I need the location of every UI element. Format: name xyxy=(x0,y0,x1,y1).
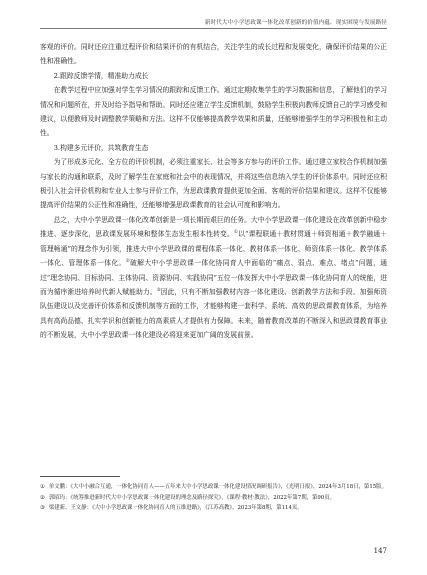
main-body xyxy=(40,40,387,343)
section-heading-3: 3.构建多元评价，共筑教育生态 xyxy=(53,143,149,152)
paragraph-4-part-a: 总之，大中小学思政课一体化改革创新是一项长期而艰巨的任务。大中小学思政课一体化建设在改革创新中稳步推进、逐步深化，思政课发展环境和整体生态发生根本性转变。 xyxy=(40,215,387,239)
footnote-2 xyxy=(40,493,387,504)
footnote-ref-2[interactable]: ② xyxy=(125,259,130,265)
footnote-3-text: 梁建新、王文静：《大中小学思政课一体化协同育人的五维进路》，《江苏高教》，2023年第8期，第114页。 xyxy=(48,505,303,512)
footnote-3-number: ③ xyxy=(40,505,45,512)
footnote-2-text: 郭昭玙：《统筹推进新时代大中小学思政课一体化建设的理念及路径探究》，《课程·教材·教法》，2022年第7期，第90页。 xyxy=(48,494,336,501)
paragraph-4 xyxy=(40,213,387,343)
footnote-ref-3[interactable]: ③ xyxy=(156,287,161,293)
footnote-2-number: ② xyxy=(40,494,45,501)
footnote-1-number: ① xyxy=(40,484,45,490)
footnote-1 xyxy=(40,482,387,493)
running-header: 新时代大中小学思政课一体化改革创新的价值内蕴、现实困境与发展路径 xyxy=(204,20,387,26)
footnote-1-text: 单文鹏：《大中小融合互通，一体化协同育人——五年来大中小学思政课一体化建设情况调研报告》，《光明日报》，2024年3月18日，第15版。 xyxy=(48,484,387,490)
paragraph-4-part-c: 破解大中小学思政课一体化协同育人中面临的“痛点、弱点、难点、堵点”问题，通过“理念协同、目标协同、主体协同、资源协同、实践协同”五位一体发挥大中小学思政课一体化协同育人的统能，进而为循序渐进培养时代新人赋能助力。 xyxy=(40,259,387,296)
page-number: 147 xyxy=(373,547,387,555)
paragraph-4-part-b: 以“课程联通＋教材贯通＋师资相通＋教学融通＋管理畅通”的理念作为引领，推进大中小学思政课的课程体系一体化、教材体系一体化、师资体系一体化、教学体系一体化、管理体系一体化。 xyxy=(40,230,387,268)
paragraph-4-part-d: 因此，只有不断加强教材内容一体化建设、创新教学方法和手段、加强师资队伍建设以及完善评价体系和反馈机制等方面的工作，才能够构建一套科学、系统、高效的思政课教育体系，为培养具有高尚品德、扎实学识和创新能力的高素质人才提供有力保障。未来，随着教育改革的不断深入和思政课教育事业的不断发展，大中小学思政课一体化建设必将迎来更加广阔的发展前景。 xyxy=(40,287,388,340)
header-rule xyxy=(40,28,387,29)
paragraph-2: 在教学过程中应加强对学生学习情况的跟踪和反馈工作。通过定期收集学生的学习数据和信息，了解他们的学习情况和问题所在，并及时给予指导和帮助。同时还应建立学生反馈机制，鼓励学生积极向教师反馈自己的学习感受和建议，以便教师及时调整教学策略和方法。这样不仅能够提高教学效果和质量，还能够增强学生的学习积极性和主动性。 xyxy=(40,86,387,138)
footnote-rule xyxy=(40,476,120,477)
footnotes xyxy=(40,482,387,514)
paragraph-1: 客观的评价。同时还应注重过程评价和结果评价的有机结合，关注学生的成长过程和发展变化，确保评价结果的公正性和准确性。 xyxy=(40,43,387,66)
section-heading-2: 2.跟踪反馈学情，精准助力成长 xyxy=(53,71,149,80)
paragraph-3: 为了形成多元化、全方位的评价机制，必须注重家长、社会等多方参与的评价工作。通过建立家校合作机制加强与家长的沟通和联系，及时了解学生在家庭和社会中的表现情况，并将这些信息纳入学生的评价体系中。同时还应积极引入社会评价机构和专业人士参与评价工作，为思政课教育提供更加全面、客观的评价结果和建议。这样不仅能够提高评价结果的公正性和准确性，还能够增强思政课教育的社会认可度和影响力。 xyxy=(40,158,387,210)
footnote-ref-1[interactable]: ① xyxy=(233,230,239,236)
footnote-3 xyxy=(40,503,387,514)
